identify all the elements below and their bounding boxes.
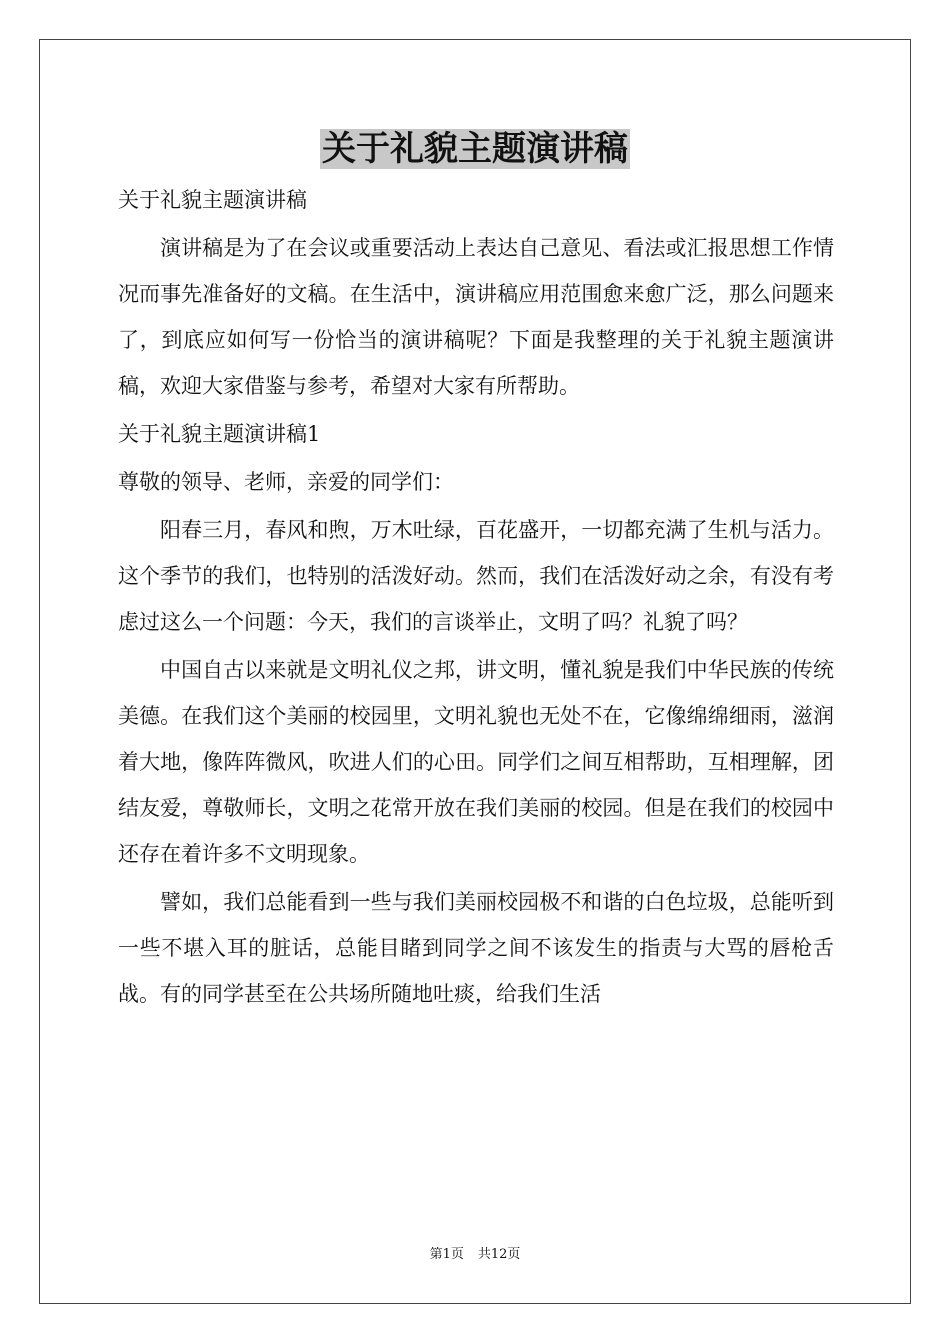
- body-paragraph: 譬如，我们总能看到一些与我们美丽校园极不和谐的白色垃圾，总能听到一些不堪入耳的脏话，总能目睹到同学之间不该发生的指责与大骂的唇枪舌战。有的同学甚至在公共场所随地吐痰，给我们生活: [118, 890, 834, 1006]
- subtitle-line: 关于礼貌主题演讲稿: [118, 188, 307, 212]
- document-title-text: 关于礼貌主题演讲稿: [322, 129, 628, 169]
- body-paragraph: 中国自古以来就是文明礼仪之邦，讲文明，懂礼貌是我们中华民族的传统美德。在我们这个美丽的校园里，文明礼貌也无处不在，它像绵绵细雨，滋润着大地，像阵阵微风，吹进人们的心田。同学们之间互相帮助，互相理解，团结友爱，尊敬师长，文明之花常开放在我们美丽的校园。但是在我们的校园中还存在着许多不文明现象。: [118, 658, 834, 866]
- document-body: [118, 177, 834, 1019]
- section-heading: 关于礼貌主题演讲稿1: [118, 422, 321, 446]
- page-number: 第1页: [429, 1247, 464, 1262]
- salutation: 尊敬的领导、老师，亲爱的同学们：: [118, 470, 454, 494]
- page-footer: [0, 1245, 950, 1265]
- page-total: 共12页: [477, 1247, 521, 1262]
- body-paragraph: 阳春三月，春风和煦，万木吐绿，百花盛开，一切都充满了生机与活力。这个季节的我们，也特别的活泼好动。然而，我们在活泼好动之余，有没有考虑过这么一个问题：今天，我们的言谈举止，文明了吗？礼貌了吗？: [118, 518, 834, 634]
- document-title: [0, 126, 950, 172]
- intro-paragraph: 演讲稿是为了在会议或重要活动上表达自己意见、看法或汇报思想工作情况而事先准备好的文稿。在生活中，演讲稿应用范围愈来愈广泛，那么问题来了，到底应如何写一份恰当的演讲稿呢？下面是我整理的关于礼貌主题演讲稿，欢迎大家借鉴与参考，希望对大家有所帮助。: [118, 236, 834, 398]
